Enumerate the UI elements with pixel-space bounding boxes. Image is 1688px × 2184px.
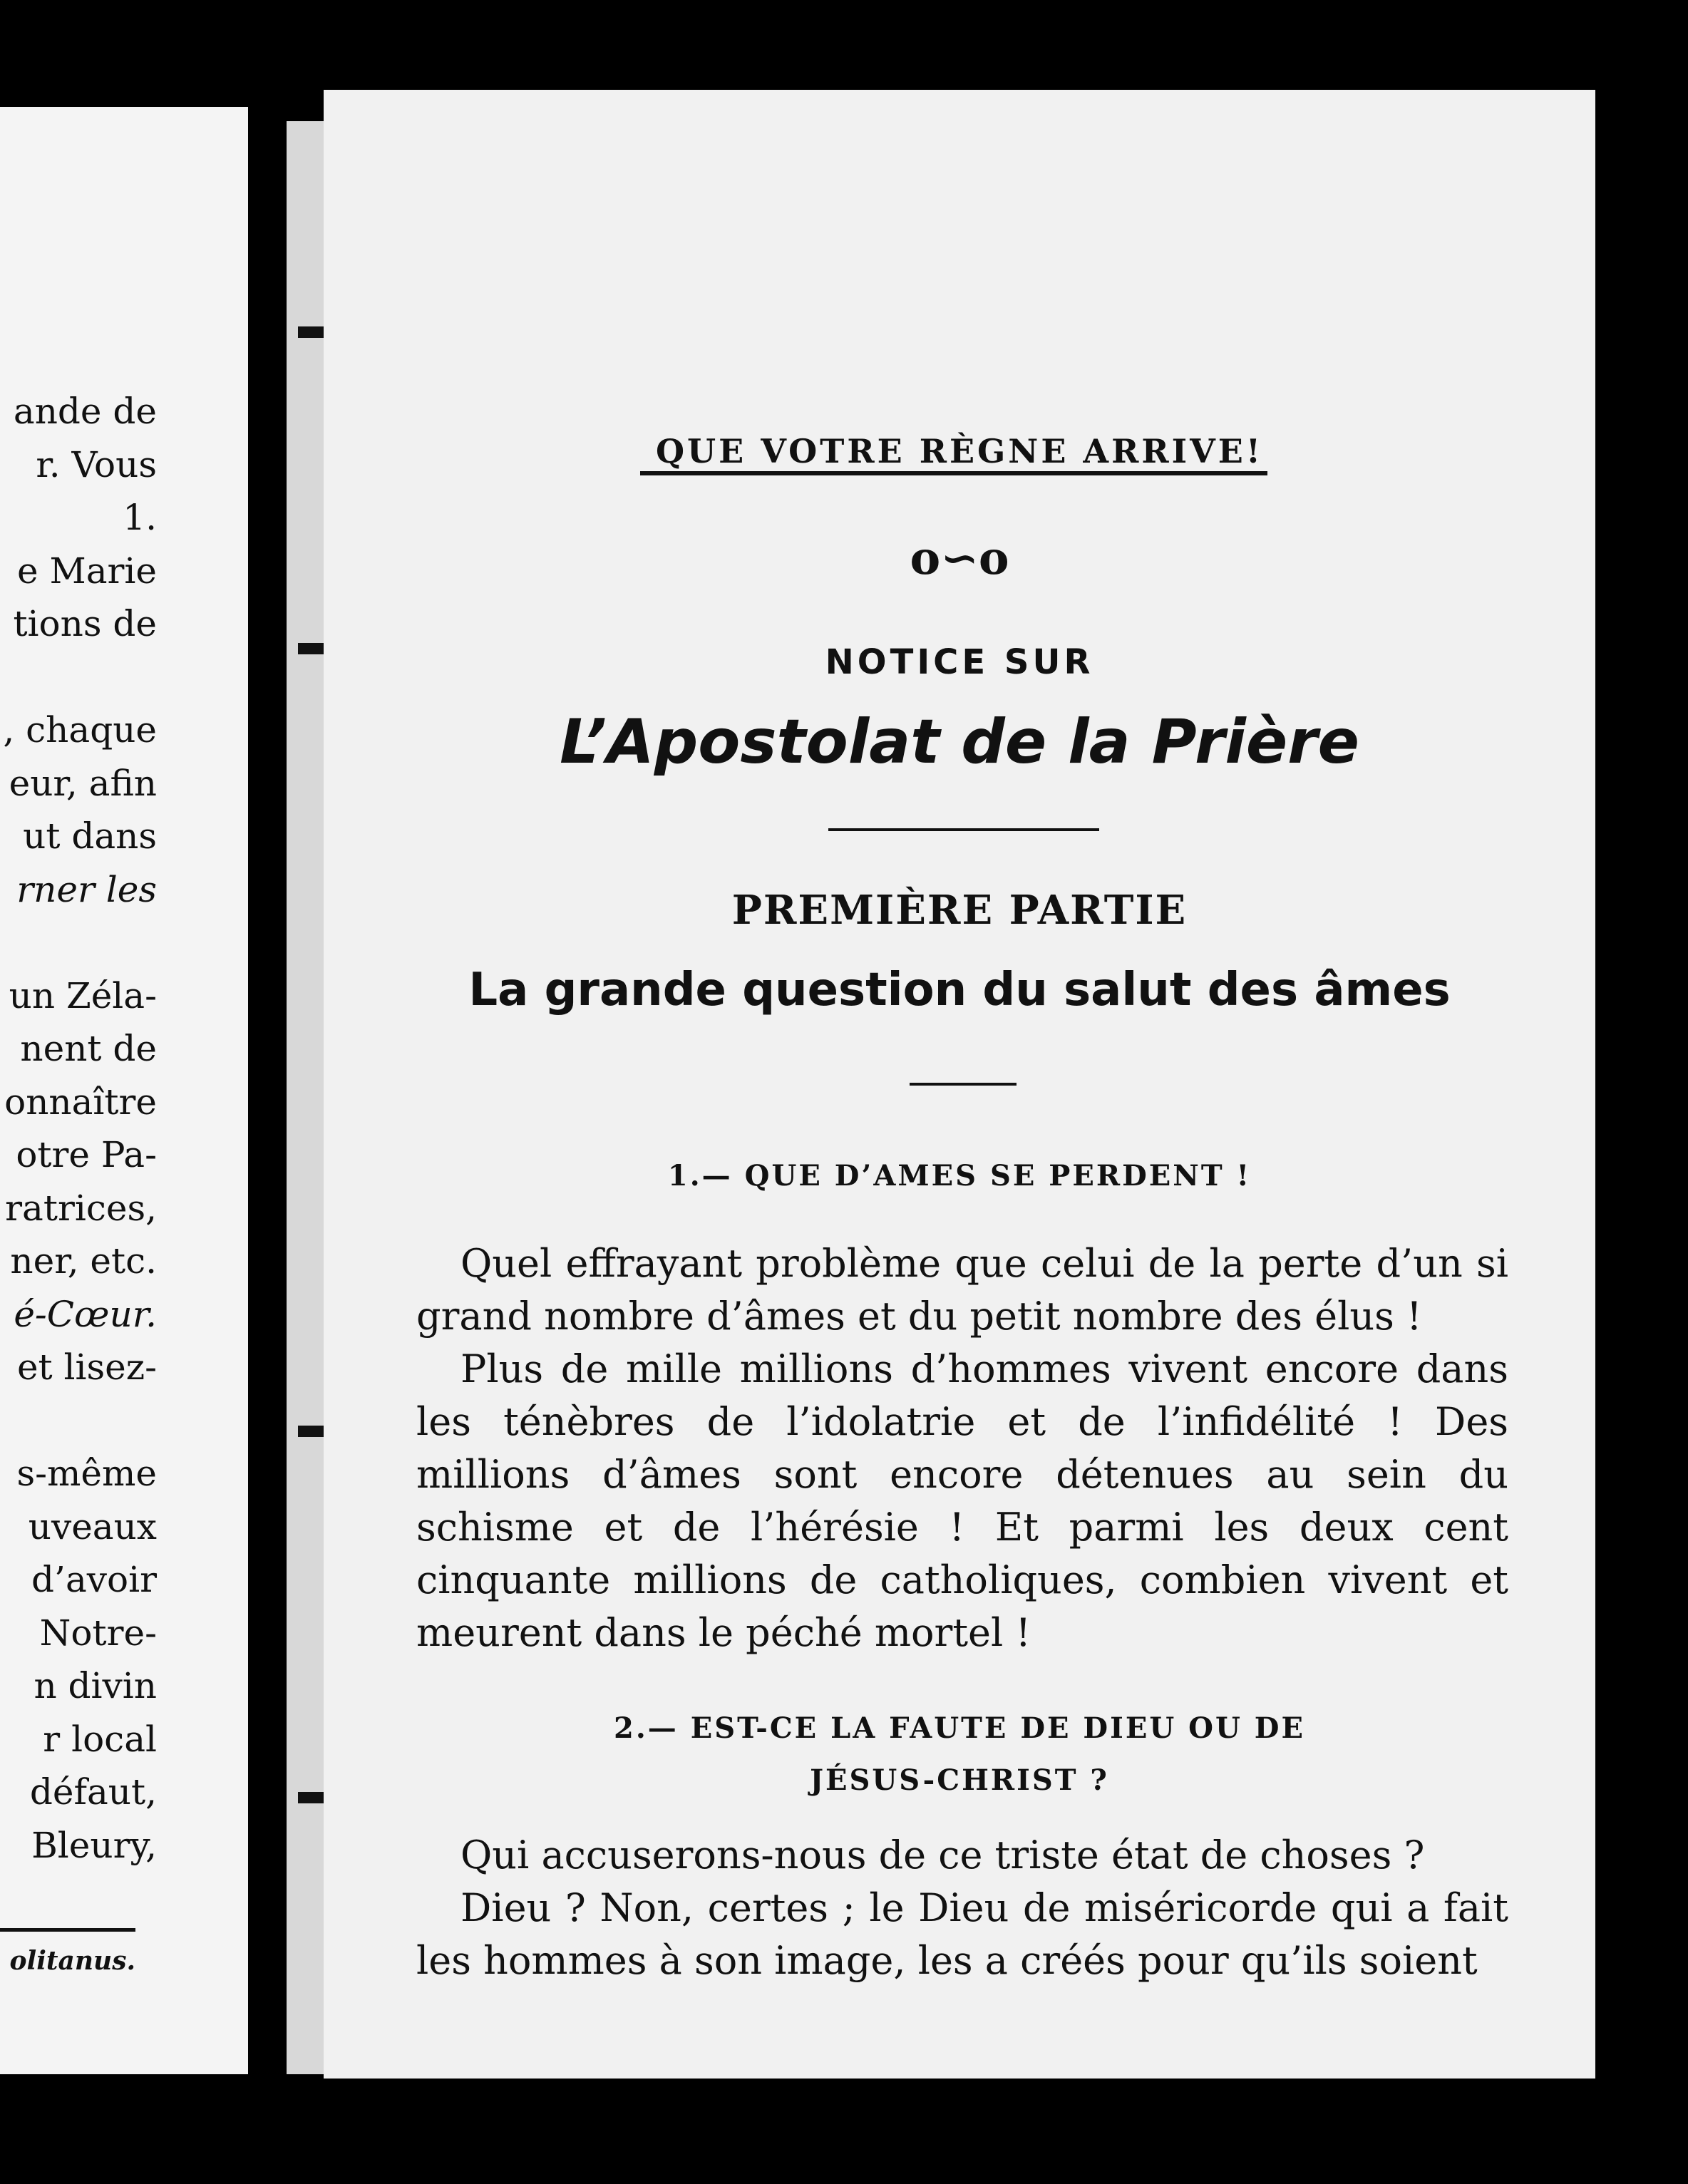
paragraph-1-sentence: Quel effrayant problème que celui de la perte d’un si grand nombre d’âmes et du petit nombre des élus ! (416, 1241, 1508, 1339)
left-page-line: é-Cœur. (14, 1294, 157, 1335)
left-page-line: onnaître (4, 1081, 157, 1123)
part-subtitle: La grande question du salut des âmes (468, 964, 1451, 1016)
section-heading-2: 2.— EST-CE LA FAUTE DE DIEU OU DE (614, 1711, 1305, 1745)
right-page (324, 90, 1595, 2079)
left-page-line: n divin (34, 1665, 157, 1706)
left-page-line: s-même (16, 1453, 157, 1494)
ornament: o∽o (910, 532, 1009, 585)
left-page-line: Bleury, (31, 1825, 157, 1866)
paragraph-1 (416, 1237, 1508, 1659)
left-page-line: ande de (13, 391, 157, 432)
left-page-line: 1. (123, 497, 157, 538)
part-heading: PREMIÈRE PARTIE (731, 887, 1188, 934)
left-page-line: e Marie (17, 550, 157, 592)
left-page-line: nent de (20, 1028, 157, 1069)
paragraph-2-sentence: Dieu ? Non, certes ; le Dieu de miséricorde qui a fait les hommes à son image, les a créés pour qu’ils soient (416, 1885, 1508, 1983)
left-page-line: eur, afin (9, 763, 157, 804)
left-page-line: ner, etc. (10, 1240, 157, 1282)
title-rule (828, 828, 1099, 831)
left-page-line: Notre- (39, 1612, 157, 1654)
left-page-line: ratrices, (5, 1188, 157, 1229)
left-page-line: défaut, (29, 1771, 157, 1813)
left-page-fragment (0, 107, 248, 2074)
left-page-line: et lisez- (16, 1346, 157, 1388)
paragraph-2-sentence: Qui accuserons-nous de ce triste état de choses ? (460, 1833, 1425, 1877)
section-heading-1: 1.— QUE D’AMES SE PERDENT ! (667, 1159, 1252, 1193)
left-page-line: uveaux (28, 1506, 157, 1547)
left-page-footer: olitanus. (9, 1946, 135, 1976)
left-page-line: , chaque (3, 709, 157, 751)
notice-heading: NOTICE SUR (825, 642, 1094, 682)
left-page-line: tions de (13, 603, 157, 644)
left-page-line: un Zéla- (9, 975, 157, 1016)
paragraph-1-sentence: Plus de mille millions d’hommes vivent encore dans les ténèbres de l’idolatrie et de l’infidélité ! Des millions d’âmes sont encore détenues au sein du schisme et de l’hérésie ! Et parmi les deux cent cinquante millions de catholiques, combien vivent et meurent dans le péché mortel ! (416, 1346, 1508, 1655)
left-page-line: r. Vous (36, 444, 157, 485)
left-page-line: rner les (16, 869, 157, 910)
motto-underline (640, 471, 1267, 475)
section-heading-2-cont: JÉSUS-CHRIST ? (810, 1763, 1109, 1797)
paragraph-2 (416, 1829, 1508, 1987)
book-spine (287, 121, 324, 2074)
left-page-line: otre Pa- (16, 1134, 157, 1175)
left-page-rule (0, 1928, 135, 1932)
page-motto: QUE VOTRE RÈGNE ARRIVE! (655, 432, 1264, 470)
left-page-line: d’avoir (31, 1559, 157, 1600)
subtitle-rule (910, 1083, 1017, 1086)
page-title: L’Apostolat de la Prière (560, 706, 1359, 778)
left-page-line: r local (43, 1719, 157, 1760)
left-page-line: ut dans (23, 815, 157, 857)
